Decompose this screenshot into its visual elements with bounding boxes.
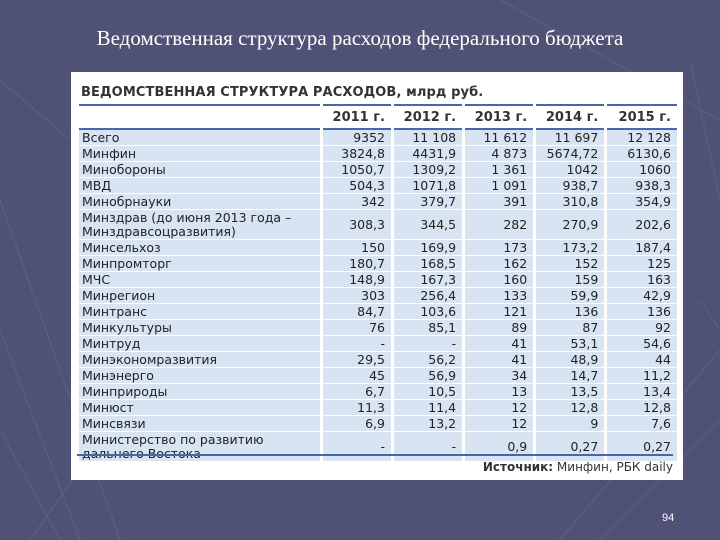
table-cell: 180,7: [321, 256, 392, 272]
row-label: Минфин: [79, 146, 321, 162]
table-row: [79, 288, 677, 304]
table-row: [79, 384, 677, 400]
table-row: [79, 210, 677, 240]
budget-table-card: [71, 72, 683, 480]
table-cell: 150: [321, 240, 392, 256]
table-cell: -: [393, 336, 464, 352]
row-label: Министерство по развитию дальнего Востока: [79, 432, 321, 462]
row-label: Минкультуры: [79, 320, 321, 336]
row-label: Минэкономразвития: [79, 352, 321, 368]
table-cell: 13: [464, 384, 535, 400]
table-cell: 1 361: [464, 162, 535, 178]
table-cell: 6,7: [321, 384, 392, 400]
table-cell: 4 873: [464, 146, 535, 162]
table-cell: 1060: [606, 162, 677, 178]
table-cell: 125: [606, 256, 677, 272]
row-label: Минпромторг: [79, 256, 321, 272]
table-cell: 76: [321, 320, 392, 336]
table-cell: 41: [464, 336, 535, 352]
table-cell: 202,6: [606, 210, 677, 240]
table-cell: 1 091: [464, 178, 535, 194]
table-cell: 160: [464, 272, 535, 288]
table-cell: 121: [464, 304, 535, 320]
column-header: 2015 г.: [606, 105, 677, 129]
column-header: 2013 г.: [464, 105, 535, 129]
table-cell: 13,4: [606, 384, 677, 400]
table-cell: 136: [535, 304, 606, 320]
table-row: [79, 194, 677, 210]
table-cell: -: [393, 432, 464, 462]
source-value: Минфин, РБК daily: [556, 460, 673, 474]
table-row: [79, 320, 677, 336]
table-cell: 163: [606, 272, 677, 288]
page-number: 94: [662, 512, 675, 524]
table-row: [79, 272, 677, 288]
table-cell: 342: [321, 194, 392, 210]
table-cell: 34: [464, 368, 535, 384]
table-cell: 12,8: [606, 400, 677, 416]
row-label: Минсельхоз: [79, 240, 321, 256]
row-label: Минтруд: [79, 336, 321, 352]
table-cell: 42,9: [606, 288, 677, 304]
table-cell: 11,4: [393, 400, 464, 416]
table-cell: 12 128: [606, 129, 677, 146]
table-cell: 152: [535, 256, 606, 272]
table-cell: 0,27: [535, 432, 606, 462]
table-header-row: [79, 105, 677, 129]
row-label: Минприроды: [79, 384, 321, 400]
table-cell: 938,7: [535, 178, 606, 194]
table-row: [79, 304, 677, 320]
table-cell: 354,9: [606, 194, 677, 210]
table-cell: 6130,6: [606, 146, 677, 162]
table-cell: 10,5: [393, 384, 464, 400]
table-row: [79, 416, 677, 432]
table-cell: 6,9: [321, 416, 392, 432]
table-cell: 103,6: [393, 304, 464, 320]
table-cell: 12: [464, 400, 535, 416]
table-cell: 391: [464, 194, 535, 210]
table-cell: 12: [464, 416, 535, 432]
table-cell: 187,4: [606, 240, 677, 256]
table-row: [79, 240, 677, 256]
table-cell: 7,6: [606, 416, 677, 432]
row-label: Минтранс: [79, 304, 321, 320]
table-cell: 0,9: [464, 432, 535, 462]
table-cell: 1042: [535, 162, 606, 178]
table-cell: 1071,8: [393, 178, 464, 194]
table-cell: 89: [464, 320, 535, 336]
table-cell: 48,9: [535, 352, 606, 368]
table-cell: 1050,7: [321, 162, 392, 178]
table-cell: 59,9: [535, 288, 606, 304]
table-cell: -: [321, 336, 392, 352]
table-cell: 87: [535, 320, 606, 336]
table-cell: 12,8: [535, 400, 606, 416]
table-body: [79, 129, 677, 462]
table-cell: 282: [464, 210, 535, 240]
table-cell: 56,2: [393, 352, 464, 368]
table-cell: 41: [464, 352, 535, 368]
table-cell: 270,9: [535, 210, 606, 240]
table-cell: 84,7: [321, 304, 392, 320]
budget-table: [79, 104, 677, 462]
table-cell: 45: [321, 368, 392, 384]
row-label: Минэнерго: [79, 368, 321, 384]
table-row: [79, 256, 677, 272]
table-cell: 13,2: [393, 416, 464, 432]
table-row: [79, 146, 677, 162]
column-header: 2012 г.: [393, 105, 464, 129]
table-cell: 159: [535, 272, 606, 288]
slide-title: Ведомственная структура расходов федерального бюджета: [96, 26, 624, 50]
table-cell: 11 697: [535, 129, 606, 146]
table-cell: 54,6: [606, 336, 677, 352]
column-header: 2014 г.: [535, 105, 606, 129]
table-cell: 11,3: [321, 400, 392, 416]
table-cell: 504,3: [321, 178, 392, 194]
table-cell: 938,3: [606, 178, 677, 194]
table-cell: 14,7: [535, 368, 606, 384]
table-cell: 133: [464, 288, 535, 304]
table-cell: 29,5: [321, 352, 392, 368]
table-cell: 173,2: [535, 240, 606, 256]
table-row: [79, 400, 677, 416]
table-cell: 53,1: [535, 336, 606, 352]
row-label: Всего: [79, 129, 321, 146]
table-cell: 11,2: [606, 368, 677, 384]
row-label: Минобрнауки: [79, 194, 321, 210]
column-header: 2011 г.: [321, 105, 392, 129]
table-cell: 44: [606, 352, 677, 368]
table-cell: 379,7: [393, 194, 464, 210]
table-cell: 344,5: [393, 210, 464, 240]
table-row: [79, 368, 677, 384]
table-cell: 11 612: [464, 129, 535, 146]
table-cell: 303: [321, 288, 392, 304]
table-cell: 11 108: [393, 129, 464, 146]
table-row: [79, 352, 677, 368]
table-heading: ВЕДОМСТВЕННАЯ СТРУКТУРА РАСХОДОВ, млрд руб.: [81, 85, 484, 100]
table-cell: 162: [464, 256, 535, 272]
row-label: МВД: [79, 178, 321, 194]
source-label: Источник:: [482, 460, 554, 474]
table-cell: 56,9: [393, 368, 464, 384]
row-label: Минздрав (до июня 2013 года – Минздравсоцразвития): [79, 210, 321, 240]
table-cell: 148,9: [321, 272, 392, 288]
table-cell: 310,8: [535, 194, 606, 210]
table-cell: 0,27: [606, 432, 677, 462]
table-row: [79, 162, 677, 178]
table-cell: 308,3: [321, 210, 392, 240]
table-cell: 169,9: [393, 240, 464, 256]
table-cell: 136: [606, 304, 677, 320]
table-cell: 9352: [321, 129, 392, 146]
row-label: МЧС: [79, 272, 321, 288]
table-cell: -: [321, 432, 392, 462]
row-label: Минсвязи: [79, 416, 321, 432]
table-cell: 4431,9: [393, 146, 464, 162]
table-cell: 167,3: [393, 272, 464, 288]
table-cell: 256,4: [393, 288, 464, 304]
row-label: Минюст: [79, 400, 321, 416]
column-header: [79, 105, 321, 129]
table-row: [79, 129, 677, 146]
table-cell: 13,5: [535, 384, 606, 400]
table-cell: 5674,72: [535, 146, 606, 162]
table-cell: 92: [606, 320, 677, 336]
source-note: [77, 454, 673, 474]
table-cell: 173: [464, 240, 535, 256]
table-row: [79, 178, 677, 194]
table-cell: 168,5: [393, 256, 464, 272]
table-cell: 85,1: [393, 320, 464, 336]
table-row: [79, 336, 677, 352]
table-cell: 1309,2: [393, 162, 464, 178]
row-label: Минобороны: [79, 162, 321, 178]
table-cell: 3824,8: [321, 146, 392, 162]
row-label: Минрегион: [79, 288, 321, 304]
table-cell: 9: [535, 416, 606, 432]
